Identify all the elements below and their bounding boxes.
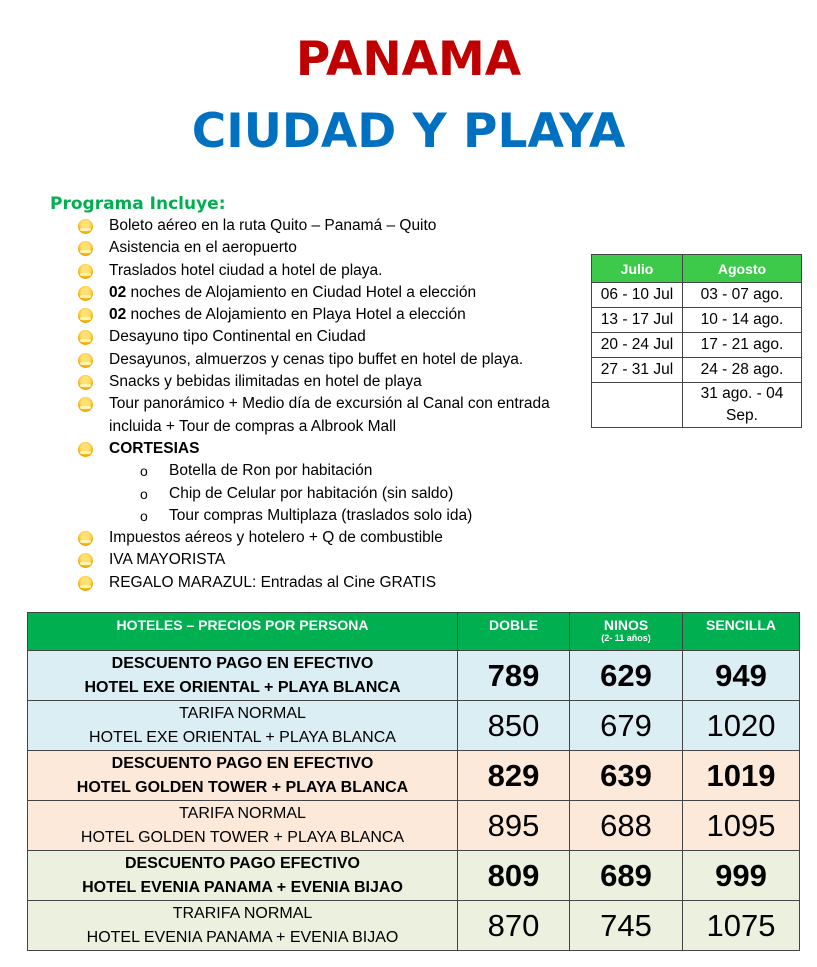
table-row — [28, 751, 800, 801]
date-cell: 13 - 17 Jul — [592, 308, 683, 333]
table-row — [28, 651, 800, 701]
price-doble: 870 — [458, 901, 570, 951]
hotel-cell: TRARIFA NORMAL HOTEL EVENIA PANAMA + EVENIA BIJAO — [28, 901, 458, 951]
table-row — [28, 851, 800, 901]
table-row — [28, 901, 800, 951]
sun-bullet-icon — [78, 308, 93, 323]
sun-bullet-icon — [78, 397, 93, 412]
price-sencilla: 999 — [683, 851, 800, 901]
price-ninos: 745 — [570, 901, 683, 951]
sun-bullet-icon — [78, 264, 93, 279]
hotel-cell: TARIFA NORMAL HOTEL EXE ORIENTAL + PLAYA BLANCA — [28, 701, 458, 751]
price-doble: 829 — [458, 751, 570, 801]
price-ninos: 629 — [570, 651, 683, 701]
list-item: Boleto aéreo en la ruta Quito – Panamá – Quito — [78, 215, 578, 237]
price-doble: 895 — [458, 801, 570, 851]
sun-bullet-icon — [78, 442, 93, 457]
includes-heading: Programa Incluye: — [50, 194, 226, 214]
list-item: 02 noches de Alojamiento en Ciudad Hotel a elección — [78, 282, 578, 304]
list-item: Desayuno tipo Continental en Ciudad — [78, 326, 578, 348]
list-item: IVA MAYORISTA — [78, 549, 578, 571]
date-cell: 03 - 07 ago. — [683, 283, 802, 308]
dates-header-julio: Julio — [592, 255, 683, 283]
list-item: Desayunos, almuerzos y cenas tipo buffet en hotel de playa. — [78, 349, 578, 371]
sun-bullet-icon — [78, 330, 93, 345]
list-item: Asistencia en el aeropuerto — [78, 237, 578, 259]
table-row — [28, 701, 800, 751]
header-ninos: NINOS (2- 11 años) — [570, 613, 683, 651]
sun-bullet-icon — [78, 576, 93, 591]
list-item: Tour panorámico + Medio día de excursión al Canal con entrada incluida + Tour de compras a Albrook Mall — [78, 393, 578, 438]
list-item: Impuestos aéreos y hotelero + Q de combustible — [78, 527, 578, 549]
sun-bullet-icon — [78, 531, 93, 546]
sun-bullet-icon — [78, 286, 93, 301]
sun-bullet-icon — [78, 219, 93, 234]
price-ninos: 689 — [570, 851, 683, 901]
page-subtitle: CIUDAD Y PLAYA — [191, 104, 626, 159]
price-ninos: 639 — [570, 751, 683, 801]
header-sencilla: SENCILLA — [683, 613, 800, 651]
price-ninos: 688 — [570, 801, 683, 851]
date-cell: 06 - 10 Jul — [592, 283, 683, 308]
price-sencilla: 1095 — [683, 801, 800, 851]
dates-table — [591, 254, 802, 428]
sun-bullet-icon — [78, 375, 93, 390]
price-doble: 809 — [458, 851, 570, 901]
price-sencilla: 1075 — [683, 901, 800, 951]
hotel-cell: DESCUENTO PAGO EN EFECTIVO HOTEL GOLDEN TOWER + PLAYA BLANCA — [28, 751, 458, 801]
date-cell — [592, 383, 683, 428]
sun-bullet-icon — [78, 241, 93, 256]
sun-bullet-icon — [78, 353, 93, 368]
header-doble: DOBLE — [458, 613, 570, 651]
sun-bullet-icon — [78, 553, 93, 568]
prices-table — [27, 612, 800, 951]
date-cell: 24 - 28 ago. — [683, 358, 802, 383]
table-row — [28, 801, 800, 851]
price-doble: 850 — [458, 701, 570, 751]
list-item-cortesias: CORTESIAS o Botella de Ron por habitación o Chip de Celular por habitación (sin saldo) o Tour compras Multiplaza (traslados solo ida) — [78, 438, 578, 527]
date-cell: 27 - 31 Jul — [592, 358, 683, 383]
header-hotels: HOTELES – PRECIOS POR PERSONA — [28, 613, 458, 651]
price-sencilla: 1019 — [683, 751, 800, 801]
sub-list-item: o Tour compras Multiplaza (traslados solo ida) — [109, 505, 578, 527]
list-item: Traslados hotel ciudad a hotel de playa. — [78, 260, 578, 282]
list-item: 02 noches de Alojamiento en Playa Hotel a elección — [78, 304, 578, 326]
list-item: Snacks y bebidas ilimitadas en hotel de playa — [78, 371, 578, 393]
date-cell: 20 - 24 Jul — [592, 333, 683, 358]
dates-header-agosto: Agosto — [683, 255, 802, 283]
price-sencilla: 1020 — [683, 701, 800, 751]
price-ninos: 679 — [570, 701, 683, 751]
hotel-cell: DESCUENTO PAGO EN EFECTIVO HOTEL EXE ORIENTAL + PLAYA BLANCA — [28, 651, 458, 701]
hotel-cell: DESCUENTO PAGO EFECTIVO HOTEL EVENIA PANAMA + EVENIA BIJAO — [28, 851, 458, 901]
includes-list — [78, 215, 578, 594]
circle-bullet-icon: o — [140, 507, 148, 524]
date-cell: 31 ago. - 04 Sep. — [683, 383, 802, 428]
page-title: PANAMA — [295, 32, 522, 87]
date-cell: 17 - 21 ago. — [683, 333, 802, 358]
cortesias-list — [109, 460, 578, 527]
list-item: REGALO MARAZUL: Entradas al Cine GRATIS — [78, 572, 578, 594]
header-ninos-note: (2- 11 años) — [601, 633, 651, 643]
circle-bullet-icon: o — [140, 463, 148, 480]
sub-list-item: o Botella de Ron por habitación — [109, 460, 578, 482]
price-sencilla: 949 — [683, 651, 800, 701]
hotel-cell: TARIFA NORMAL HOTEL GOLDEN TOWER + PLAYA BLANCA — [28, 801, 458, 851]
circle-bullet-icon: o — [140, 485, 148, 502]
sub-list-item: o Chip de Celular por habitación (sin saldo) — [109, 483, 578, 505]
price-doble: 789 — [458, 651, 570, 701]
date-cell: 10 - 14 ago. — [683, 308, 802, 333]
